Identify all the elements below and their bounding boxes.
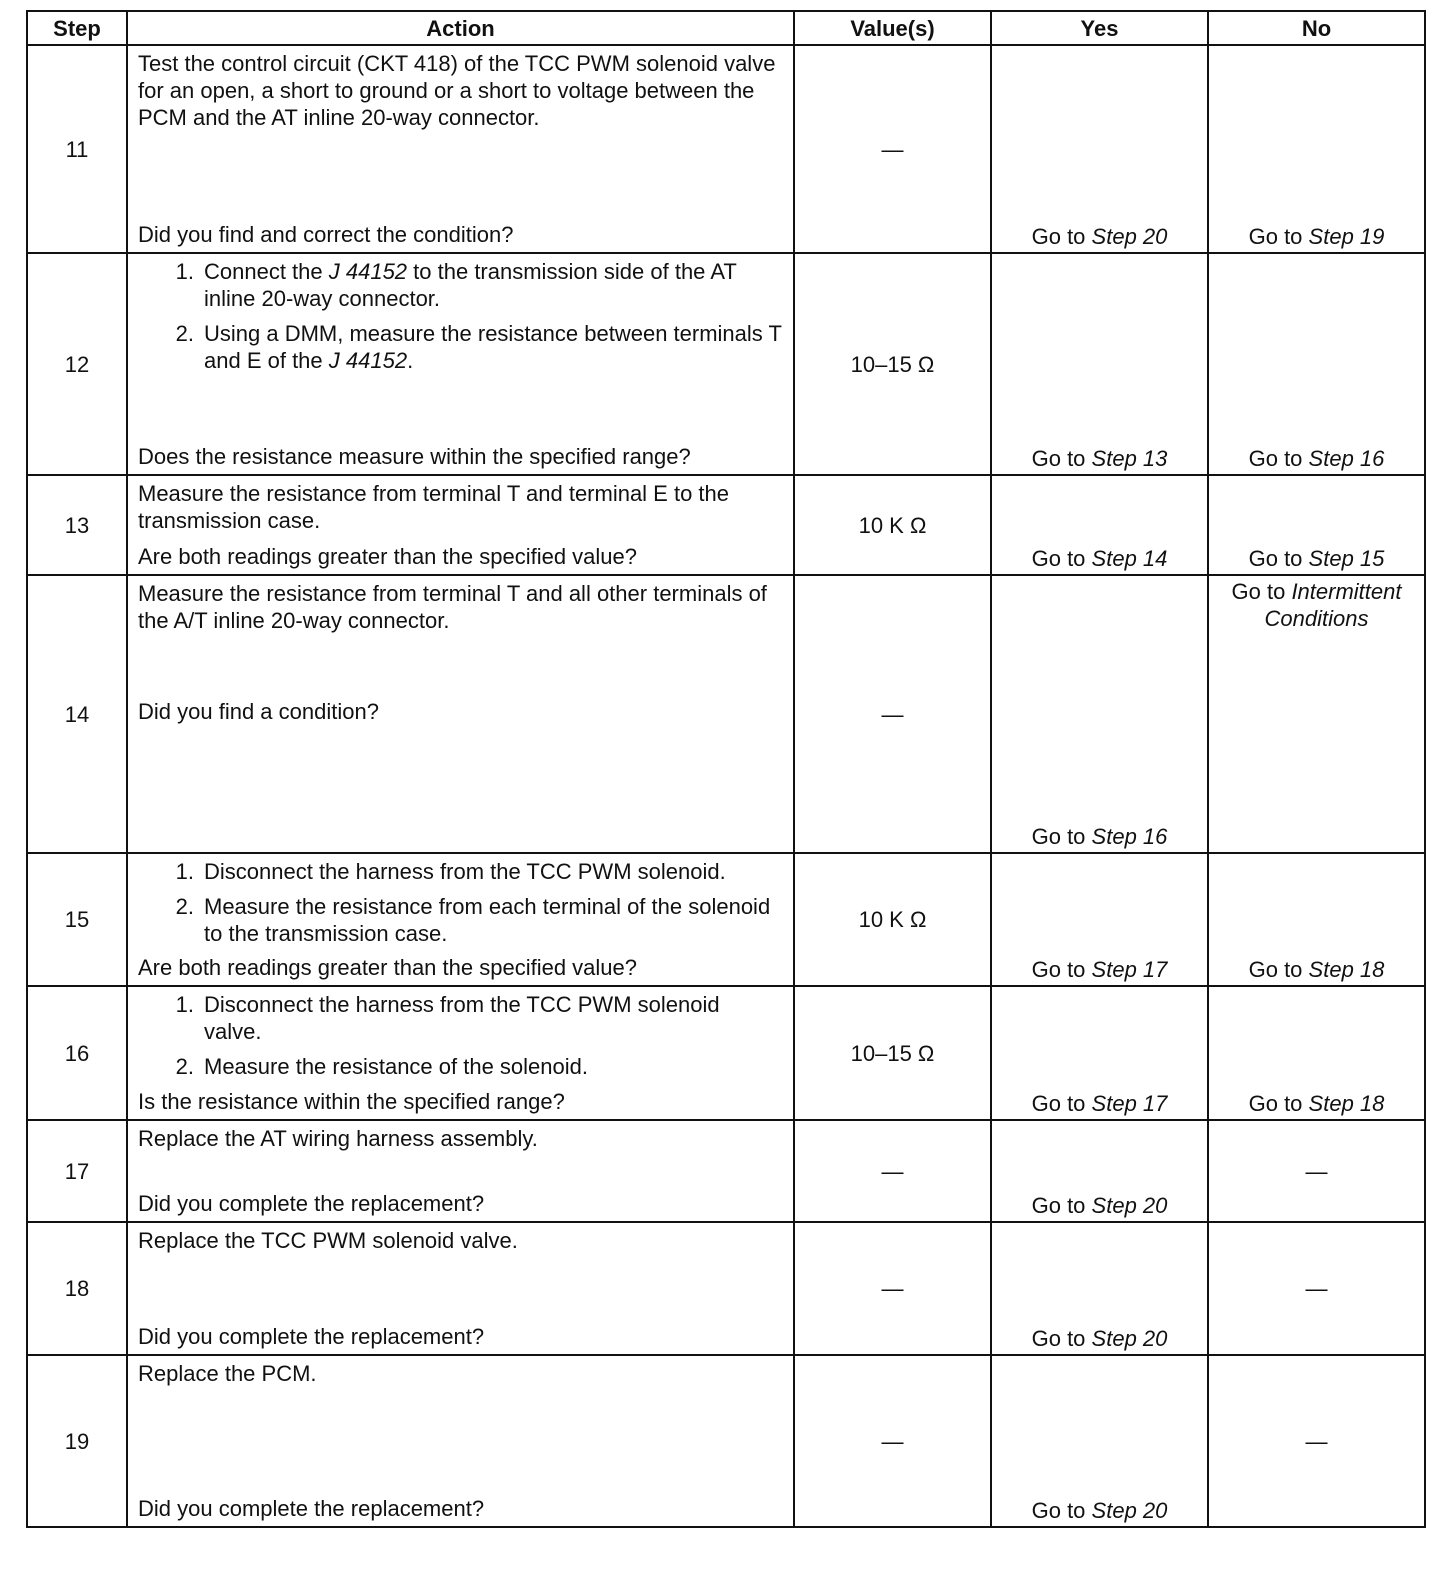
list-item: 1. Disconnect the harness from the TCC PWM solenoid valve. xyxy=(175,992,720,1044)
value-cell: — xyxy=(794,45,991,253)
header-no: No xyxy=(1208,11,1425,45)
step-number: 19 xyxy=(27,1355,127,1527)
header-step: Step xyxy=(27,11,127,45)
step-number: 14 xyxy=(27,575,127,853)
action-question: Is the resistance within the specified range? xyxy=(138,1089,565,1114)
action-question: Did you complete the replacement? xyxy=(138,1324,485,1349)
list-item: 1. Disconnect the harness from the TCC PWM solenoid. xyxy=(175,859,726,884)
yes-goto[interactable]: Go to Step 20 xyxy=(1031,1498,1168,1523)
step-number: 11 xyxy=(27,45,127,253)
action-steps xyxy=(138,258,783,382)
step-number: 16 xyxy=(27,986,127,1120)
no-goto[interactable]: Go to Step 18 xyxy=(1248,957,1385,982)
action-text: Replace the AT wiring harness assembly. xyxy=(138,1126,538,1151)
value-cell: 10 K Ω xyxy=(794,853,991,986)
action-question: Did you complete the replacement? xyxy=(138,1191,485,1216)
table-row xyxy=(27,1355,1425,1527)
no-cell: — xyxy=(1208,1120,1425,1222)
action-text: Replace the TCC PWM solenoid valve. xyxy=(138,1228,518,1253)
yes-goto[interactable]: Go to Step 16 xyxy=(1031,824,1168,849)
yes-goto[interactable]: Go to Step 17 xyxy=(1031,1091,1168,1116)
list-item: 2. Measure the resistance of the solenoid. xyxy=(175,1054,589,1079)
list-item: 2. Using a DMM, measure the resistance between terminals T and E of the J 44152. xyxy=(175,321,782,373)
step-number: 17 xyxy=(27,1120,127,1222)
table-row xyxy=(27,986,1425,1120)
value-cell: 10–15 Ω xyxy=(794,986,991,1120)
diagnostic-table xyxy=(26,10,1426,1528)
no-goto[interactable]: Go to Step 16 xyxy=(1248,446,1385,471)
action-question: Did you complete the replacement? xyxy=(138,1496,485,1521)
step-number: 18 xyxy=(27,1222,127,1355)
yes-goto[interactable]: Go to Step 20 xyxy=(1031,224,1168,249)
value-cell: — xyxy=(794,1355,991,1527)
table-row xyxy=(27,575,1425,853)
value-cell: — xyxy=(794,1222,991,1355)
action-text: Replace the PCM. xyxy=(138,1361,317,1386)
step-number: 12 xyxy=(27,253,127,475)
yes-goto[interactable]: Go to Step 20 xyxy=(1031,1326,1168,1351)
yes-goto[interactable]: Go to Step 20 xyxy=(1031,1193,1168,1218)
no-goto[interactable]: Go to Step 19 xyxy=(1248,224,1385,249)
no-cell: — xyxy=(1208,1355,1425,1527)
step-number: 13 xyxy=(27,475,127,575)
table-row xyxy=(27,253,1425,475)
header-row xyxy=(27,11,1425,45)
action-text: Measure the resistance from terminal T and all other terminals of the A/T inline 20-way connector. xyxy=(138,581,767,633)
value-cell: 10–15 Ω xyxy=(794,253,991,475)
yes-goto[interactable]: Go to Step 17 xyxy=(1031,957,1168,982)
action-question: Did you find and correct the condition? xyxy=(138,222,514,247)
table-row xyxy=(27,45,1425,253)
no-goto[interactable]: Go to Intermittent Conditions xyxy=(1231,579,1402,631)
action-steps xyxy=(138,991,783,1080)
table-row xyxy=(27,1222,1425,1355)
value-cell: 10 K Ω xyxy=(794,475,991,575)
no-cell: — xyxy=(1208,1222,1425,1355)
action-question: Does the resistance measure within the specified range? xyxy=(138,444,691,469)
no-goto[interactable]: Go to Step 15 xyxy=(1248,546,1385,571)
header-yes: Yes xyxy=(991,11,1208,45)
action-text: Measure the resistance from terminal T and terminal E to the transmission case. xyxy=(138,481,730,533)
no-goto[interactable]: Go to Step 18 xyxy=(1248,1091,1385,1116)
value-cell: — xyxy=(794,1120,991,1222)
table-row xyxy=(27,475,1425,575)
action-steps xyxy=(138,858,783,947)
value-cell: — xyxy=(794,575,991,853)
action-question: Did you find a condition? xyxy=(138,699,379,724)
action-text: Test the control circuit (CKT 418) of the TCC PWM solenoid valve for an open, a short to ground or a short to voltage between the PCM and the AT inline 20-way connector. xyxy=(138,51,776,130)
action-question: Are both readings greater than the specified value? xyxy=(138,955,637,980)
header-values: Value(s) xyxy=(794,11,991,45)
list-item: 1. Connect the J 44152 to the transmission side of the AT inline 20-way connector. xyxy=(175,259,737,311)
table-row xyxy=(27,1120,1425,1222)
list-item: 2. Measure the resistance from each terminal of the solenoid to the transmission case. xyxy=(175,894,771,946)
step-number: 15 xyxy=(27,853,127,986)
header-action: Action xyxy=(127,11,794,45)
action-question: Are both readings greater than the specified value? xyxy=(138,544,637,569)
yes-goto[interactable]: Go to Step 13 xyxy=(1031,446,1168,471)
yes-goto[interactable]: Go to Step 14 xyxy=(1031,546,1168,571)
table-row xyxy=(27,853,1425,986)
